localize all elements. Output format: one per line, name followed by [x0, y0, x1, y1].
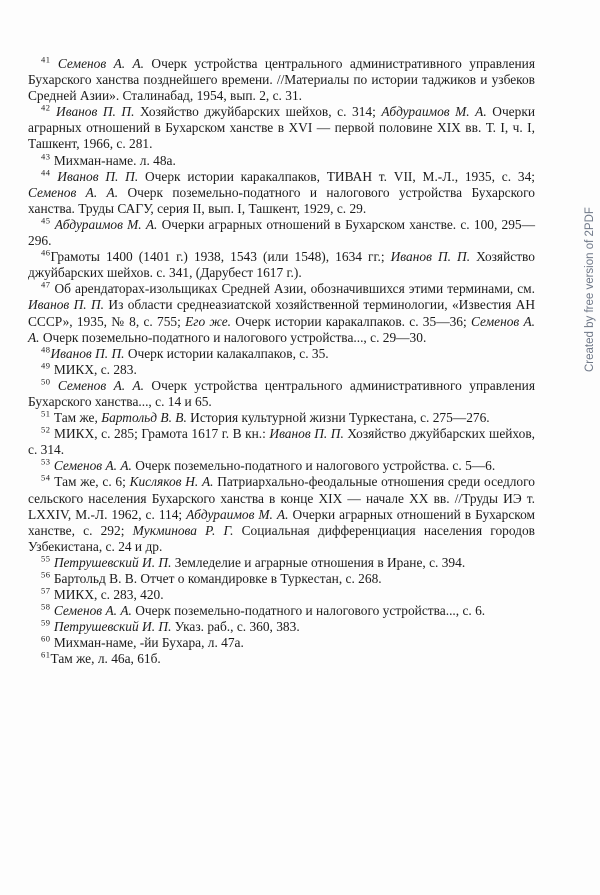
footnote-number: 48: [41, 344, 51, 355]
footnote-text: Очерки аграрных отношений в Бухарском ханстве. с. 100, 295—296.: [28, 216, 535, 249]
footnote-author-italic: Кисляков Н. А.: [129, 474, 214, 490]
footnote-text: Хозяйство джуйбарских шейхов, с. 314;: [134, 104, 382, 120]
footnote-45: [28, 217, 535, 249]
footnote-author-italic: Иванов П. П.: [50, 345, 125, 361]
footnote-59: [28, 619, 535, 635]
footnote-text: Земледелие и аграрные отношения в Иране, с. 394.: [171, 554, 466, 570]
footnote-text: Указ. раб., с. 360, 383.: [171, 619, 300, 635]
footnote-author-italic: Иванов П. П.: [28, 297, 105, 313]
watermark-text: Created by free version of 2PDF: [584, 207, 596, 372]
footnote-text: МИКХ, с. 285; Грамота 1617 г. В кн.:: [50, 426, 270, 442]
footnote-number: 58: [41, 601, 51, 612]
footnote-text: Там же,: [50, 410, 102, 426]
footnote-text: МИКХ, с. 283.: [50, 361, 137, 377]
footnote-number: 56: [41, 569, 51, 580]
footnote-number: 41: [41, 54, 51, 65]
footnote-text: Очерк истории калакалпаков, с. 35.: [124, 345, 329, 361]
footnote-text: Грамоты 1400 (1401 г.) 1938, 1543 (или 1548), 1634 гг.;: [50, 249, 391, 265]
footnote-author-italic: Семенов А. А.: [50, 377, 145, 393]
footnote-text: Михман-наме. л. 48а.: [50, 152, 176, 168]
footnote-text: Очерк истории каракалпаков. с. 35—36;: [230, 313, 471, 329]
footnote-text: Хозяйство джуйбарских шейхов. с. 341, (Дарубест 1617 г.).: [28, 249, 535, 281]
footnote-text: Очерк устройства центрального административного управления Бухарского ханства позднейшего времени. //Материалы по истории таджиков и узбеков Средней Азии». Сталинабад, 1954, вып. 2, с. 31.: [28, 56, 536, 104]
footnote-author-italic: Абдураимов М. А.: [186, 506, 289, 522]
footnote-text: Хозяйство джуйбарских шейхов, с. 314.: [28, 426, 535, 458]
footnote-number: 42: [41, 102, 51, 113]
footnote-text: Из области среднеазиатской хозяйственной терминологии, «Известия АН СССР», 1935, № 8, с. 755;: [28, 297, 535, 329]
footnote-author-italic: Семенов А. А.: [50, 458, 132, 474]
footnote-text: Очерк истории каракалпаков, ТИВАН т. VII, М.-Л., 1935, с. 34;: [138, 168, 535, 184]
footnote-text: Очерк поземельно-податного и налогового устройства Бухарского ханства. Труды САГУ, серия II, вып. I, Ташкент, 1929, с. 29.: [28, 184, 535, 216]
footnote-text: История культурной жизни Туркестана, с. 275—276.: [186, 410, 490, 426]
footnote-number: 52: [41, 424, 51, 435]
footnote-author-italic: Иванов П. П.: [50, 168, 139, 184]
footnote-author-italic: Петрушевский И. П.: [50, 554, 172, 570]
footnote-51: [28, 410, 535, 426]
footnote-author-italic: Мукминова Р. Г.: [132, 522, 234, 538]
footnote-number: 43: [41, 151, 51, 162]
footnote-41: [28, 56, 535, 104]
footnotes-list: [28, 56, 535, 668]
footnote-60: [28, 635, 535, 651]
footnote-53: [28, 458, 535, 474]
footnote-61: [28, 651, 535, 667]
footnote-number: 47: [41, 279, 51, 290]
footnote-text: Патриархально-феодальные отношения среди оседлого сельского населения Бухарского ханства в конце XIX — начале XX вв. //Труды ИЭ т. LXXIV, М.-Л. 1962, с. 114;: [28, 474, 535, 522]
footnote-55: [28, 555, 535, 571]
footnote-author-italic: Семенов А. А.: [50, 56, 145, 71]
footnote-number: 51: [41, 408, 51, 419]
footnote-number: 44: [41, 167, 51, 178]
footnote-author-italic: Семенов А. А.: [28, 184, 119, 200]
footnote-43: [28, 153, 535, 169]
footnote-text: Очерки аграрных отношений в Бухарском ханстве, с. 292;: [28, 506, 535, 538]
footnote-number: 54: [41, 472, 51, 483]
footnote-author-italic: Иванов П. П.: [50, 104, 135, 120]
footnote-number: 61: [41, 650, 51, 660]
footnote-number: 49: [41, 360, 51, 371]
footnote-number: 59: [41, 617, 51, 628]
footnote-author-italic: Абдураимов М. А.: [381, 104, 487, 120]
footnote-42: [28, 104, 535, 152]
footnote-58: [28, 603, 535, 619]
footnote-text: Очерк устройства центрального административного управления Бухарского ханства..., с. 14 и 65.: [28, 377, 536, 409]
footnote-56: [28, 571, 535, 587]
footnote-text: Очерк поземельно-податного и налогового устройства. с. 5—6.: [131, 458, 496, 474]
footnote-57: [28, 587, 535, 603]
footnote-text: Социальная дифференциация населения городов Узбекистана, с. 24 и др.: [28, 522, 535, 554]
footnote-number: 55: [41, 553, 51, 564]
footnote-47: [28, 281, 535, 345]
footnote-46: [28, 249, 535, 281]
footnote-number: 50: [41, 376, 51, 387]
footnote-number: 57: [41, 585, 51, 596]
footnote-number: 60: [41, 633, 51, 644]
footnote-author-italic: Абдураимов М. А.: [50, 216, 158, 232]
footnote-text: Там же, с. 6;: [50, 474, 130, 490]
footnote-49: [28, 362, 535, 378]
footnote-text: Бартольд В. В. Отчет о командировке в Туркестан, с. 268.: [50, 571, 382, 586]
footnote-text: Михман-наме, -йи Бухара, л. 47а.: [50, 635, 244, 651]
footnote-text: Очерк поземельно-податного и налогового устройства..., с. 29—30.: [39, 329, 427, 345]
footnote-number: 46: [41, 247, 51, 258]
footnote-52: [28, 426, 535, 458]
footnote-text: Там же, л. 46а, 61б.: [50, 651, 161, 667]
footnote-text: Очерки аграрных отношений в Бухарском ханстве в XVI — первой половине XIX вв. Т. I, ч. I, Ташкент, 1966, с. 281.: [28, 104, 535, 152]
footnote-text: Об арендаторах-изольщиках Средней Азии, обозначившихся этими терминами, см.: [50, 281, 535, 297]
footnote-number: 53: [41, 456, 51, 467]
footnote-author-italic: Бартольд В. В.: [101, 410, 187, 426]
footnote-author-italic: Иванов П. П.: [390, 249, 471, 265]
footnote-48: [28, 346, 535, 362]
footnote-author-italic: Иванов П. П.: [269, 426, 344, 442]
footnote-text: МИКХ, с. 283, 420.: [50, 587, 164, 603]
footnote-author-italic: Петрушевский И. П.: [50, 619, 172, 635]
footnote-54: [28, 474, 535, 554]
footnote-number: 45: [41, 215, 51, 226]
footnote-50: [28, 378, 535, 410]
footnote-44: [28, 169, 535, 217]
footnote-author-italic: Семенов А. А.: [28, 313, 536, 345]
footnote-text: Очерк поземельно-податного и налогового устройства..., с. 6.: [131, 603, 486, 619]
footnote-author-italic: Его же.: [185, 313, 231, 329]
footnote-author-italic: Семенов А. А.: [50, 603, 132, 619]
